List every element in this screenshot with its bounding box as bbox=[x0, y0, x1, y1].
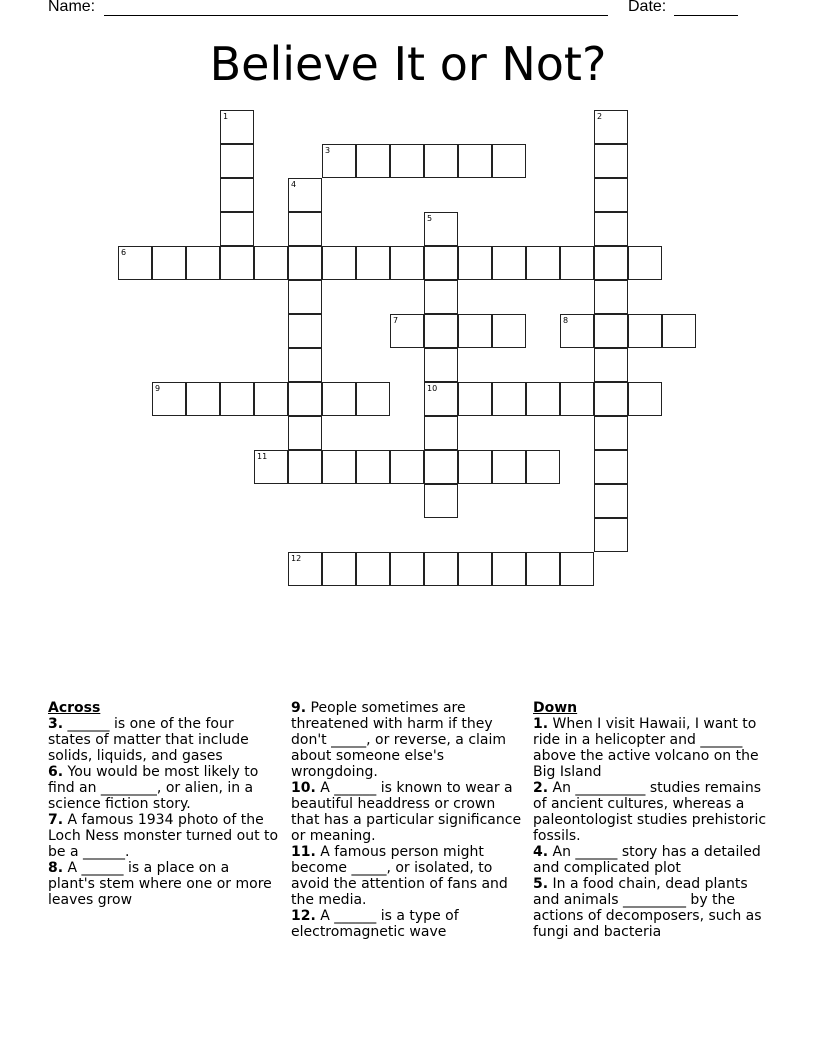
clue-item-text: A ______ is a type of electromagnetic wave bbox=[291, 908, 459, 940]
clue-number: 10 bbox=[427, 384, 438, 393]
grid-cell[interactable] bbox=[288, 382, 322, 416]
grid-cell[interactable] bbox=[254, 382, 288, 416]
clue-item-text: A famous person might become _____, or isolated, to avoid the attention of fans and the media. bbox=[291, 844, 508, 908]
clue-item-number: 11. bbox=[291, 844, 316, 860]
grid-cell[interactable] bbox=[288, 314, 322, 348]
grid-cell[interactable] bbox=[220, 212, 254, 246]
clue-number: 7 bbox=[393, 316, 399, 325]
clue-number: 8 bbox=[563, 316, 569, 325]
clue-item-text: ______ is one of the four states of matter that include solids, liquids, and gases bbox=[48, 716, 249, 764]
clue-item bbox=[48, 812, 280, 860]
clue-item bbox=[533, 876, 769, 940]
clues-down-col bbox=[533, 700, 769, 940]
grid-cell[interactable] bbox=[492, 314, 526, 348]
grid-cell[interactable] bbox=[526, 552, 560, 586]
clue-item-number: 7. bbox=[48, 812, 64, 828]
grid-cell[interactable] bbox=[186, 246, 220, 280]
grid-cell[interactable] bbox=[254, 450, 288, 484]
grid-cell[interactable] bbox=[594, 178, 628, 212]
clue-item-text: An __________ studies remains of ancient cultures, whereas a paleontologist studies prehistoric fossils. bbox=[533, 780, 767, 844]
grid-cell[interactable] bbox=[594, 144, 628, 178]
grid-cell[interactable] bbox=[322, 246, 356, 280]
clue-item-number: 2. bbox=[533, 780, 549, 796]
grid-cell[interactable] bbox=[390, 144, 424, 178]
grid-cell[interactable] bbox=[628, 246, 662, 280]
grid-cell[interactable] bbox=[526, 382, 560, 416]
grid-cell[interactable] bbox=[322, 144, 356, 178]
grid-cell[interactable] bbox=[424, 144, 458, 178]
grid-cell[interactable] bbox=[288, 280, 322, 314]
clue-number: 9 bbox=[155, 384, 161, 393]
clue-item-text: A ______ is known to wear a beautiful headdress or crown that has a particular significance or meaning. bbox=[291, 780, 522, 844]
grid-cell[interactable] bbox=[322, 450, 356, 484]
grid-cell[interactable] bbox=[492, 144, 526, 178]
clue-item-text: You would be most likely to find an ________, or alien, in a science fiction story. bbox=[48, 764, 259, 812]
grid-cell[interactable] bbox=[390, 552, 424, 586]
grid-cell[interactable] bbox=[458, 246, 492, 280]
grid-cell[interactable] bbox=[220, 110, 254, 144]
grid-cell[interactable] bbox=[594, 348, 628, 382]
grid-cell[interactable] bbox=[492, 382, 526, 416]
clue-number: 12 bbox=[291, 554, 302, 563]
clue-item-number: 6. bbox=[48, 764, 64, 780]
clue-item bbox=[533, 844, 769, 876]
clue-number: 4 bbox=[291, 180, 297, 189]
grid-cell[interactable] bbox=[458, 382, 492, 416]
grid-cell[interactable] bbox=[356, 450, 390, 484]
grid-cell[interactable] bbox=[288, 348, 322, 382]
grid-cell[interactable] bbox=[492, 450, 526, 484]
clue-item-text: People sometimes are threatened with harm if they don't _____, or reverse, a claim about someone else's wrongdoing. bbox=[291, 700, 507, 780]
grid-cell[interactable] bbox=[322, 382, 356, 416]
grid-cell[interactable] bbox=[424, 552, 458, 586]
grid-cell[interactable] bbox=[492, 246, 526, 280]
grid-cell[interactable] bbox=[594, 246, 628, 280]
grid-cell[interactable] bbox=[356, 144, 390, 178]
clue-item bbox=[533, 780, 769, 844]
clue-item-text: An ______ story has a detailed and complicated plot bbox=[533, 844, 761, 876]
clues-across-col2 bbox=[291, 700, 523, 940]
clue-item-number: 8. bbox=[48, 860, 64, 876]
grid-cell[interactable] bbox=[560, 382, 594, 416]
grid-cell[interactable] bbox=[288, 450, 322, 484]
grid-cell[interactable] bbox=[458, 450, 492, 484]
grid-cell[interactable] bbox=[356, 382, 390, 416]
grid-cell[interactable] bbox=[424, 314, 458, 348]
clue-item-number: 9. bbox=[291, 700, 307, 716]
grid-cell[interactable] bbox=[526, 450, 560, 484]
grid-cell[interactable] bbox=[492, 552, 526, 586]
grid-cell[interactable] bbox=[390, 450, 424, 484]
grid-cell[interactable] bbox=[356, 552, 390, 586]
grid-cell[interactable] bbox=[220, 246, 254, 280]
clue-item-number: 10. bbox=[291, 780, 316, 796]
clue-number: 6 bbox=[121, 248, 127, 257]
grid-cell[interactable] bbox=[424, 484, 458, 518]
grid-cell[interactable] bbox=[322, 552, 356, 586]
grid-cell[interactable] bbox=[288, 552, 322, 586]
grid-cell[interactable] bbox=[560, 246, 594, 280]
grid-cell[interactable] bbox=[424, 280, 458, 314]
clue-item bbox=[291, 844, 523, 908]
grid-cell[interactable] bbox=[594, 212, 628, 246]
grid-cell[interactable] bbox=[458, 314, 492, 348]
grid-cell[interactable] bbox=[424, 382, 458, 416]
clue-item bbox=[291, 780, 523, 844]
grid-cell[interactable] bbox=[594, 110, 628, 144]
grid-cell[interactable] bbox=[254, 246, 288, 280]
grid-cell[interactable] bbox=[458, 552, 492, 586]
grid-cell[interactable] bbox=[662, 314, 696, 348]
clue-item-text: When I visit Hawaii, I want to ride in a helicopter and ______ above the active volcano on the Big Island bbox=[533, 716, 759, 780]
grid-cell[interactable] bbox=[594, 382, 628, 416]
clue-item bbox=[48, 764, 280, 812]
clues-across-col1 bbox=[48, 700, 280, 908]
clue-number: 2 bbox=[597, 112, 603, 121]
clue-number: 1 bbox=[223, 112, 229, 121]
grid-cell[interactable] bbox=[526, 246, 560, 280]
grid-cell[interactable] bbox=[458, 144, 492, 178]
name-label: Name: bbox=[48, 0, 96, 15]
grid-cell[interactable] bbox=[594, 484, 628, 518]
grid-cell[interactable] bbox=[594, 416, 628, 450]
grid-cell[interactable] bbox=[628, 314, 662, 348]
grid-cell[interactable] bbox=[186, 382, 220, 416]
grid-cell[interactable] bbox=[288, 178, 322, 212]
grid-cell[interactable] bbox=[424, 246, 458, 280]
across-heading: Across bbox=[48, 700, 101, 716]
clue-item bbox=[291, 700, 523, 780]
grid-cell[interactable] bbox=[560, 552, 594, 586]
grid-cell[interactable] bbox=[390, 314, 424, 348]
grid-cell[interactable] bbox=[424, 416, 458, 450]
grid-cell[interactable] bbox=[356, 246, 390, 280]
grid-cell[interactable] bbox=[424, 348, 458, 382]
clue-item bbox=[533, 716, 769, 780]
clue-item-number: 3. bbox=[48, 716, 64, 732]
grid-cell[interactable] bbox=[628, 382, 662, 416]
clue-item-number: 12. bbox=[291, 908, 316, 924]
grid-cell[interactable] bbox=[118, 246, 152, 280]
grid-cell[interactable] bbox=[560, 314, 594, 348]
clue-item-text: In a food chain, dead plants and animals _________ by the actions of decomposers, such as fungi and bacteria bbox=[533, 876, 762, 940]
grid-cell[interactable] bbox=[594, 280, 628, 314]
grid-cell[interactable] bbox=[390, 246, 424, 280]
date-label: Date: bbox=[628, 0, 667, 15]
grid-cell[interactable] bbox=[288, 246, 322, 280]
grid-cell[interactable] bbox=[424, 450, 458, 484]
page-title: Believe It or Not? bbox=[209, 37, 607, 91]
grid-cell[interactable] bbox=[152, 246, 186, 280]
grid-cell[interactable] bbox=[152, 382, 186, 416]
clue-number: 11 bbox=[257, 452, 268, 461]
grid-cell[interactable] bbox=[594, 518, 628, 552]
grid-cell[interactable] bbox=[288, 416, 322, 450]
clue-item bbox=[48, 860, 280, 908]
clue-number: 3 bbox=[325, 146, 331, 155]
grid-cell[interactable] bbox=[424, 212, 458, 246]
grid-cell[interactable] bbox=[594, 450, 628, 484]
clue-item-number: 1. bbox=[533, 716, 549, 732]
clue-item-number: 4. bbox=[533, 844, 549, 860]
clue-item bbox=[291, 908, 523, 940]
down-heading: Down bbox=[533, 700, 578, 716]
grid-cell[interactable] bbox=[220, 178, 254, 212]
clue-item-number: 5. bbox=[533, 876, 549, 892]
clue-item bbox=[48, 716, 280, 764]
grid-cell[interactable] bbox=[220, 144, 254, 178]
grid-cell[interactable] bbox=[220, 382, 254, 416]
clue-item-text: A famous 1934 photo of the Loch Ness monster turned out to be a ______. bbox=[48, 812, 279, 860]
clue-item-text: A ______ is a place on a plant's stem where one or more leaves grow bbox=[48, 860, 272, 908]
grid-cell[interactable] bbox=[594, 314, 628, 348]
clue-number: 5 bbox=[427, 214, 433, 223]
grid-cell[interactable] bbox=[288, 212, 322, 246]
